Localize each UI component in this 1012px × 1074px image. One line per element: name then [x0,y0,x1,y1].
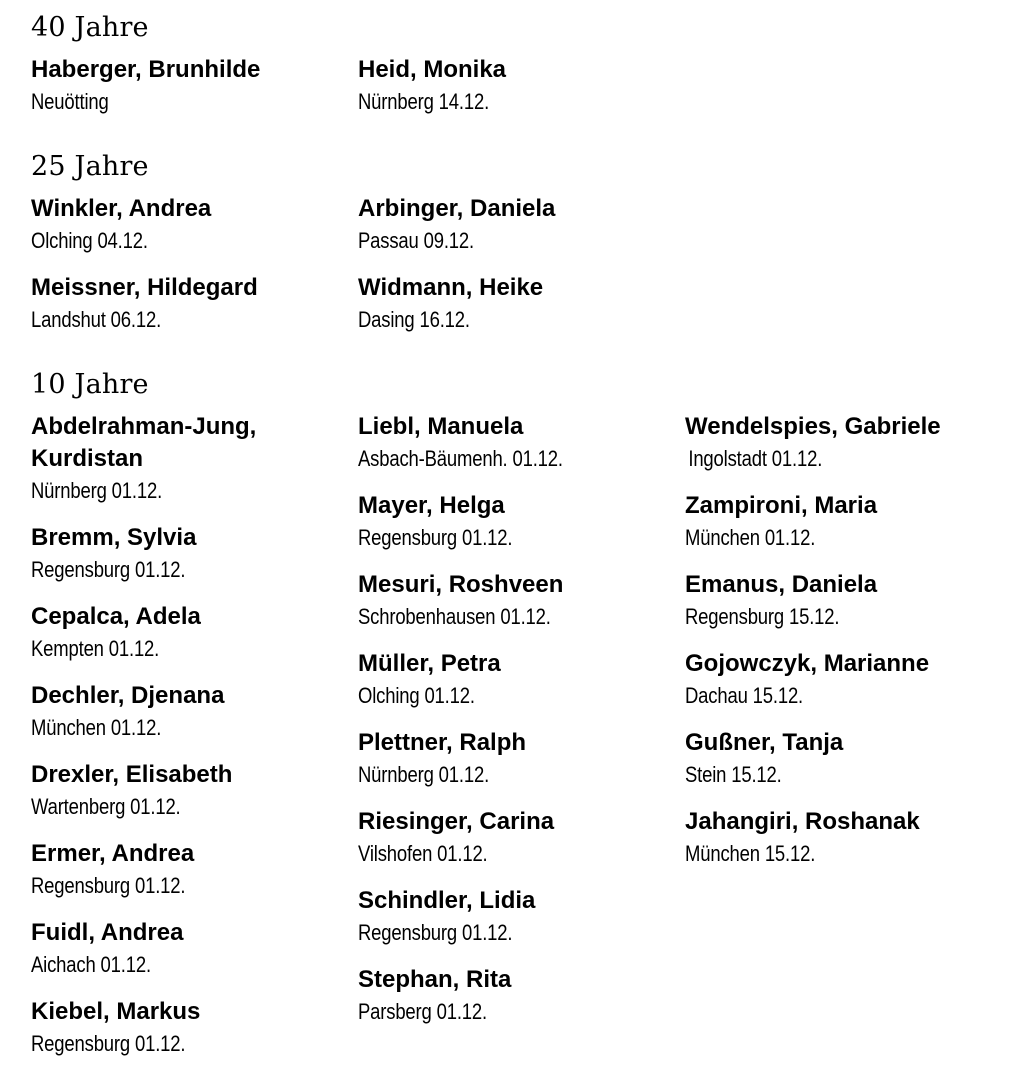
list-item [358,272,678,336]
person-location-date: Regensburg 01.12. [31,557,186,582]
person-location-date: Olching 01.12. [358,683,475,708]
person-name: Ermer, Andrea [31,840,195,867]
person-location-date: Schrobenhausen 01.12. [358,604,551,629]
person-name: Bremm, Sylvia [31,524,197,551]
list-item [358,54,678,118]
person-location-date: Regensburg 01.12. [31,1031,186,1056]
list-item [31,680,351,744]
list-item [685,490,1005,554]
list-item [31,917,351,981]
person-location-date: Regensburg 01.12. [358,525,513,550]
list-item [358,885,678,949]
person-location-date: Dasing 16.12. [358,307,470,332]
person-name: Stephan, Rita [358,966,512,993]
person-name: Mesuri, Roshveen [358,571,564,598]
list-item [685,569,1005,633]
person-name: Gußner, Tanja [685,729,844,756]
list-item [31,759,351,823]
person-name: Schindler, Lidia [358,887,536,914]
person-name: Kiebel, Markus [31,998,201,1025]
person-location-date: Nürnberg 14.12. [358,89,490,114]
list-item [31,272,351,336]
person-name: Zampironi, Maria [685,492,878,519]
list-item [358,569,678,633]
person-location-date: Regensburg 15.12. [685,604,840,629]
person-name: Riesinger, Carina [358,808,555,835]
list-item [685,806,1005,870]
person-location-date: Stein 15.12. [685,762,782,787]
list-item [31,838,351,902]
person-name: Gojowczyk, Marianne [685,650,930,677]
person-name: Widmann, Heike [358,274,544,301]
person-location-date: München 01.12. [31,715,162,740]
person-name: Dechler, Djenana [31,682,225,709]
section-heading: 40 Jahre [31,12,149,43]
person-location-date: Asbach-Bäumenh. 01.12. [358,446,563,471]
list-item [358,648,678,712]
person-name: Müller, Petra [358,650,501,677]
person-location-date: Regensburg 01.12. [358,920,513,945]
person-name: Arbinger, Daniela [358,195,556,222]
list-item [685,648,1005,712]
person-location-date: Neuötting [31,89,109,114]
section-heading: 25 Jahre [31,151,149,182]
person-name: Drexler, Elisabeth [31,761,233,788]
person-name: Wendelspies, Gabriele [685,413,941,440]
person-location-date: Aichach 01.12. [31,952,151,977]
list-item [358,411,678,475]
person-name: Fuidl, Andrea [31,919,184,946]
list-item [685,411,1005,475]
person-name: Liebl, Manuela [358,413,524,440]
list-item [31,522,351,586]
person-name: Plettner, Ralph [358,729,527,756]
person-name: Heid, Monika [358,56,507,83]
person-location-date: Passau 09.12. [358,228,474,253]
list-item [358,806,678,870]
person-location-date: Kempten 01.12. [31,636,160,661]
person-name: Winkler, Andrea [31,195,212,222]
person-location-date: Olching 04.12. [31,228,148,253]
list-item [31,54,351,118]
person-location-date: Ingolstadt 01.12. [688,446,823,471]
list-item [358,193,678,257]
person-name: Cepalca, Adela [31,603,201,630]
person-location-date: Parsberg 01.12. [358,999,487,1024]
person-name: Haberger, Brunhilde [31,56,261,83]
person-name: Jahangiri, Roshanak [685,808,920,835]
person-name: Abdelrahman-Jung, [31,413,257,440]
person-location-date: München 01.12. [685,525,816,550]
list-item [358,490,678,554]
person-location-date: Nürnberg 01.12. [358,762,490,787]
list-item [358,727,678,791]
person-location-date: München 15.12. [685,841,816,866]
person-location-date: Landshut 06.12. [31,307,162,332]
person-location-date: Regensburg 01.12. [31,873,186,898]
list-item [358,964,678,1028]
list-item [31,411,351,507]
person-name: Mayer, Helga [358,492,505,519]
person-name: Emanus, Daniela [685,571,878,598]
list-item [31,996,351,1060]
list-item [31,601,351,665]
person-location-date: Vilshofen 01.12. [358,841,488,866]
list-item [31,193,351,257]
section-heading: 10 Jahre [31,369,149,400]
person-name: Meissner, Hildegard [31,274,258,301]
person-location-date: Wartenberg 01.12. [31,794,181,819]
person-location-date: Dachau 15.12. [685,683,804,708]
person-location-date: Nürnberg 01.12. [31,478,163,503]
list-item [685,727,1005,791]
person-name-continued: Kurdistan [31,445,144,472]
